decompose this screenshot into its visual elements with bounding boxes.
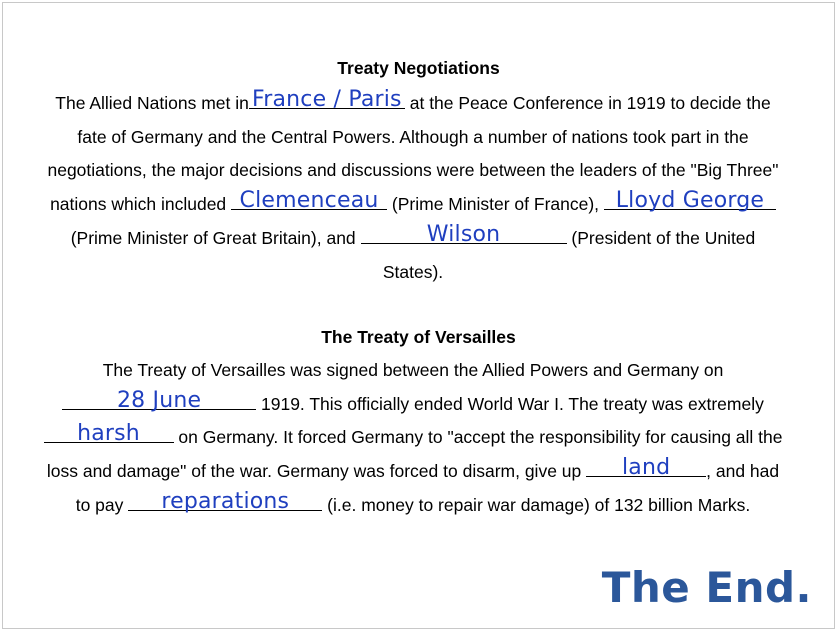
blank-payment[interactable] [128,488,322,514]
para2-text-5: (i.e. money to repair war damage) of 132 billion Marks. [327,494,751,515]
para2-text-2: 1919. This officially ended World War I. The treaty was extremely [261,393,764,414]
para1-text-2: at the Peace Conference in 1919 to decide the fate of Germany and the Central Powers. Although a number of nations took part in the negotiations, the major decisions and discussions were between the leaders of the "Big Three" nations which included [47,93,779,215]
answer-give-up: land [621,455,671,481]
blank-give-up[interactable] [586,455,706,481]
para1-text-4: (Prime Minister of Great Britain), and [70,227,356,248]
answer-treaty-severity: harsh [77,421,140,447]
blank-leader-us[interactable] [361,221,567,247]
answer-leader-britain: Lloyd George [615,188,765,214]
answer-signing-date: 28 June [116,387,202,413]
blank-location[interactable] [249,87,405,112]
section-heading-treaty-of-versailles: The Treaty of Versailles [321,327,516,347]
answer-leader-us: Wilson [426,221,501,247]
blank-leader-britain[interactable] [604,188,776,214]
para1-text-1: The Allied Nations met in [55,93,249,113]
answer-leader-france: Clemenceau [239,188,379,214]
answer-location: France / Paris [251,87,402,112]
the-end-title: The End. [601,563,812,612]
section-heading-treaty-negotiations: Treaty Negotiations [337,58,500,78]
blank-signing-date[interactable] [62,387,256,413]
blank-leader-france[interactable] [231,188,387,214]
para1-text-3: (Prime Minister of France), [391,194,600,215]
para2-text-4: , and had to pay [75,461,780,515]
answer-payment: reparations [161,488,290,514]
worksheet-page [2,2,835,629]
blank-treaty-severity[interactable] [44,421,174,447]
paragraph-treaty-of-versailles [43,354,783,523]
para2-text-1: The Treaty of Versailles was signed between the Allied Powers and Germany on [102,360,724,380]
paragraph-treaty-negotiations [43,87,783,289]
para2-text-3: on Germany. It forced Germany to "accept the responsibility for causing all the loss and damage" of the war. Germany was forced to disarm, give up [46,427,783,482]
para1-text-5: (President of the United States). [382,227,756,282]
